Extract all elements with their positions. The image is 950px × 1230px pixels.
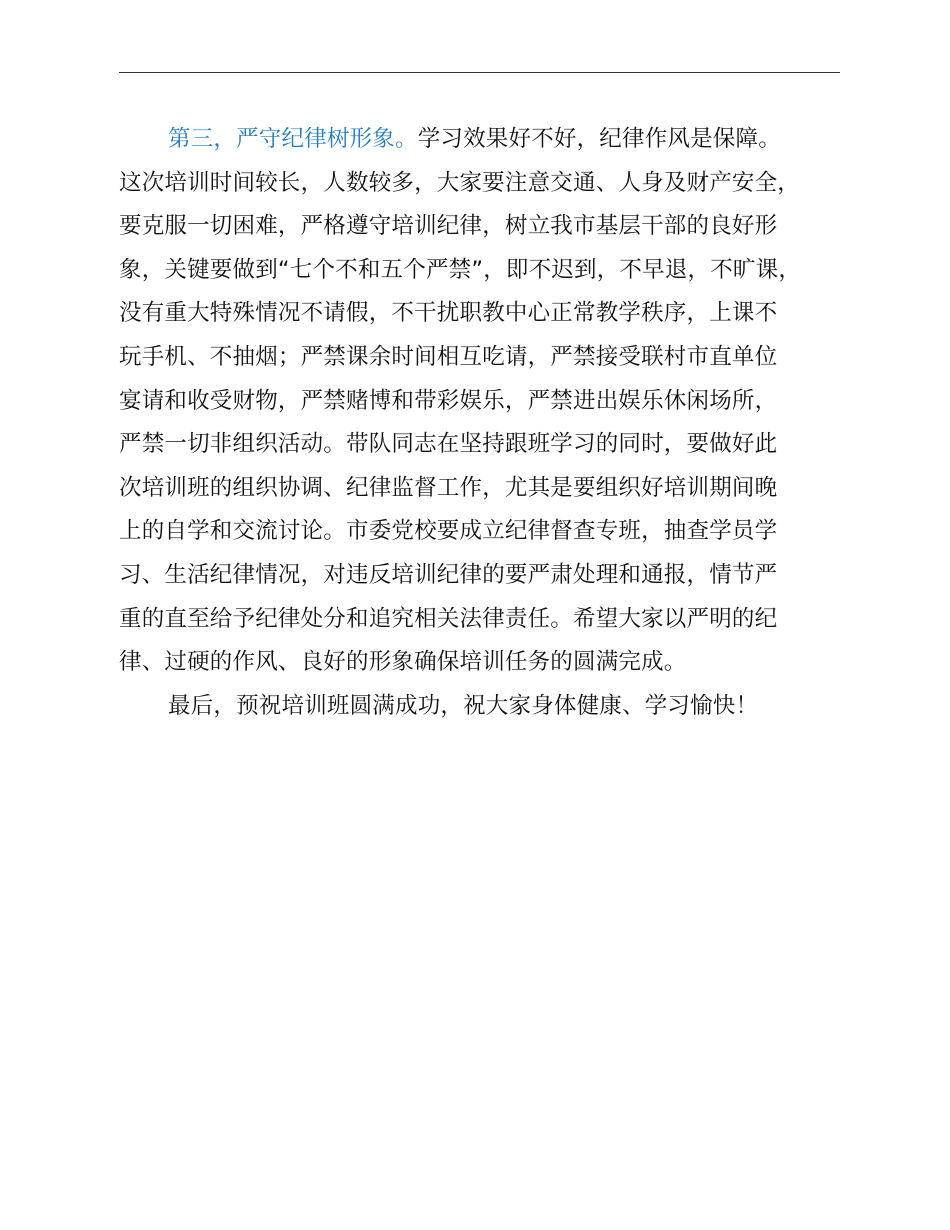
- paragraph-line: 玩手机、不抽烟；严禁课余时间相互吃请，严禁接受联村市直单位: [119, 343, 778, 370]
- section-heading: 第三，严守纪律树形象。: [168, 126, 418, 152]
- document-body: [119, 118, 840, 728]
- paragraph-line: 严禁一切非组织活动。带队同志在坚持跟班学习的同时，要做好此: [119, 431, 778, 458]
- paragraph-text: 学习效果好不好，纪律作风是保障。: [417, 126, 781, 152]
- paragraph-line: 没有重大特殊情况不请假，不干扰职教中心正常教学秩序，上课不: [119, 300, 778, 327]
- paragraph-line: 这次培训时间较长，人数较多，大家要注意交通、人身及财产安全，: [119, 169, 801, 196]
- paragraph-line: [119, 118, 840, 162]
- paragraph-line: 象，关键要做到“七个不和五个严禁”，即不迟到，不早退，不旷课，: [119, 256, 802, 283]
- paragraph-line: 次培训班的组织协调、纪律监督工作，尤其是要组织好培训期间晚: [119, 474, 778, 501]
- closing-paragraph-line: 最后，预祝培训班圆满成功，祝大家身体健康、学习愉快！: [168, 692, 759, 719]
- paragraph-line: 要克服一切困难，严格遵守培训纪律，树立我市基层干部的良好形: [119, 213, 778, 240]
- paragraph-line: 宴请和收受财物，严禁赌博和带彩娱乐，严禁进出娱乐休闲场所，: [119, 387, 778, 414]
- paragraph-line: 重的直至给予纪律处分和追究相关法律责任。希望大家以严明的纪: [119, 605, 778, 632]
- paragraph-line: 上的自学和交流讨论。市委党校要成立纪律督查专班，抽查学员学: [119, 518, 778, 545]
- paragraph-line: 习、生活纪律情况，对违反培训纪律的要严肃处理和通报，情节严: [119, 561, 778, 588]
- paragraph-line: 律、过硬的作风、良好的形象确保培训任务的圆满完成。: [119, 649, 687, 676]
- header-rule: [119, 72, 840, 73]
